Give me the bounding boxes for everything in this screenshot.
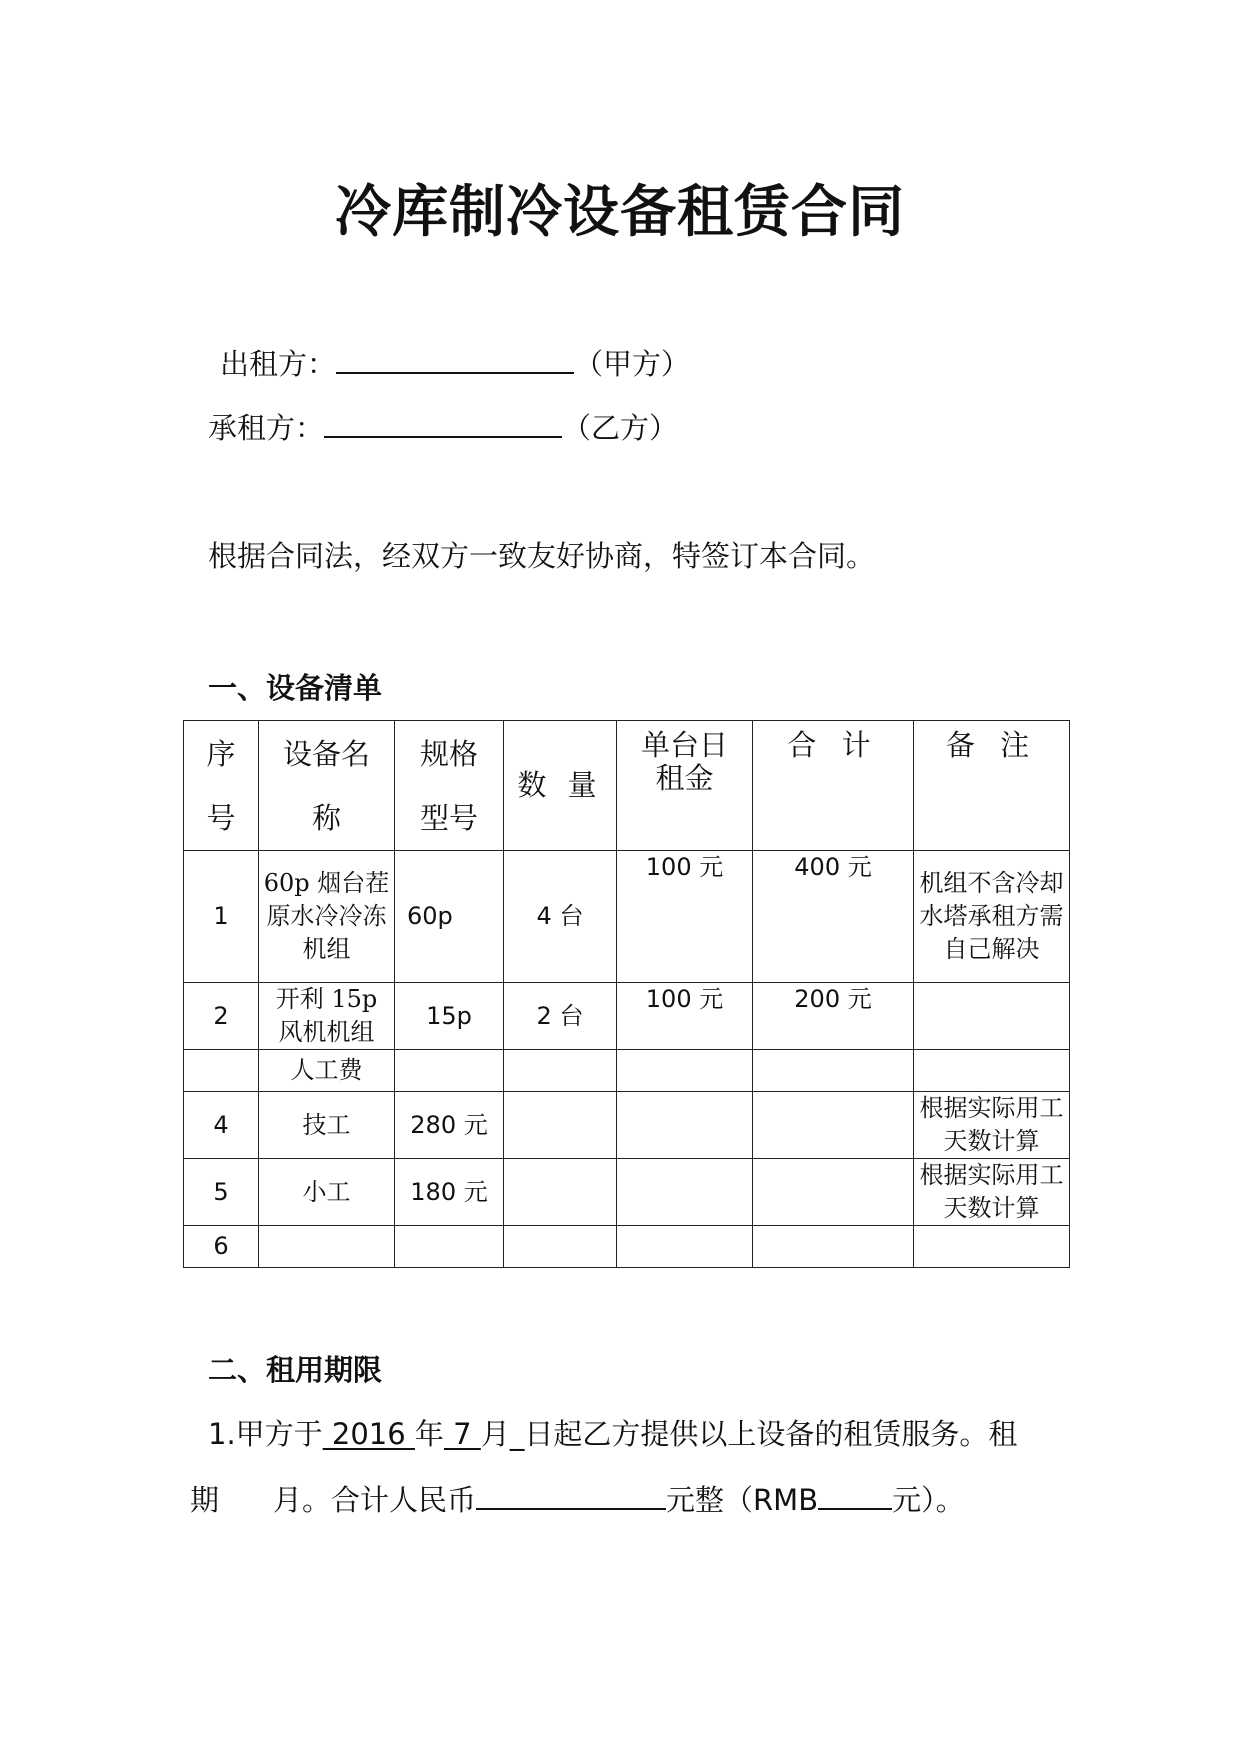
section-heading-equipment: 一、设备清单 — [208, 671, 383, 705]
table-row — [184, 983, 1070, 1050]
cell-qty — [504, 1050, 617, 1092]
cell-remark: 根据实际用工天数计算 — [914, 1159, 1070, 1226]
term-rest: 起乙方提供以上设备的租赁服务。租 — [553, 1417, 1018, 1451]
header-qty: 数 量 — [504, 721, 617, 851]
cell-rent — [617, 1226, 753, 1268]
header-seq: 序 号 — [184, 721, 259, 851]
cell-model — [395, 1226, 504, 1268]
cell-qty — [504, 1226, 617, 1268]
cell-rent: 100 元 — [617, 851, 753, 983]
cell-rent — [617, 1050, 753, 1092]
lessor-label: 出租方： — [220, 347, 337, 381]
start-year[interactable]: 2016 — [322, 1417, 415, 1451]
total-rmb-blank[interactable] — [476, 1478, 666, 1510]
intro-paragraph: 根据合同法，经双方一致友好协商，特签订本合同。 — [208, 539, 876, 573]
term-paragraph-line2 — [190, 1478, 965, 1520]
lessee-role: （乙方） — [562, 411, 679, 445]
cell-total — [753, 1226, 914, 1268]
term-period-label: 期 — [190, 1483, 220, 1517]
cell-total: 400 元 — [753, 851, 914, 983]
cell-name: 小工 — [259, 1159, 395, 1226]
lessee-line — [208, 406, 678, 448]
cell-seq: 5 — [184, 1159, 259, 1226]
day-unit: _日 — [509, 1417, 554, 1451]
year-unit: 年 — [414, 1417, 444, 1451]
cell-total — [753, 1092, 914, 1159]
table-row — [184, 1092, 1070, 1159]
table-row — [184, 1226, 1070, 1268]
table-header-row — [184, 721, 1070, 851]
table-row — [184, 1050, 1070, 1092]
cell-qty: 2 台 — [504, 983, 617, 1050]
cell-total: 200 元 — [753, 983, 914, 1050]
cell-rent: 100 元 — [617, 983, 753, 1050]
header-total: 合 计 — [753, 721, 914, 851]
rmb-label: 元整（RMB — [666, 1483, 819, 1517]
cell-remark — [914, 1226, 1070, 1268]
term-paragraph-line1 — [208, 1414, 1017, 1454]
cell-model: 280 元 — [395, 1092, 504, 1159]
table-row — [184, 851, 1070, 983]
cell-seq: 1 — [184, 851, 259, 983]
table-row — [184, 1159, 1070, 1226]
cell-name: 60p 烟台茬原水冷冷冻机组 — [259, 851, 395, 983]
cell-seq — [184, 1050, 259, 1092]
total-rmb-label: 月。合计人民币 — [273, 1483, 477, 1517]
cell-seq: 4 — [184, 1092, 259, 1159]
section-heading-term: 二、租用期限 — [208, 1353, 383, 1387]
cell-qty: 4 台 — [504, 851, 617, 983]
document-title: 冷库制冷设备租赁合同 — [335, 180, 905, 245]
lessor-role: （甲方） — [574, 347, 691, 381]
cell-model: 60p — [395, 851, 504, 983]
equipment-table — [183, 720, 1070, 1268]
header-daily-rent: 单台日 租金 — [617, 721, 753, 851]
cell-seq: 6 — [184, 1226, 259, 1268]
cell-remark: 根据实际用工天数计算 — [914, 1092, 1070, 1159]
cell-rent — [617, 1159, 753, 1226]
header-name: 设备名 称 — [259, 721, 395, 851]
cell-seq: 2 — [184, 983, 259, 1050]
lessee-blank[interactable] — [324, 406, 562, 438]
cell-qty — [504, 1159, 617, 1226]
cell-model — [395, 1050, 504, 1092]
header-remark: 备 注 — [914, 721, 1070, 851]
cell-rent — [617, 1092, 753, 1159]
month-unit: 月 — [480, 1417, 510, 1451]
rmb-amount-blank[interactable] — [818, 1478, 892, 1510]
cell-remark: 机组不含冷却水塔承租方需自己解决 — [914, 851, 1070, 983]
lessor-blank[interactable] — [336, 342, 574, 374]
lessor-line — [220, 342, 690, 384]
lessee-label: 承租方： — [208, 411, 325, 445]
cell-model: 180 元 — [395, 1159, 504, 1226]
term-prefix: 1.甲方于 — [208, 1417, 323, 1451]
cell-qty — [504, 1092, 617, 1159]
cell-name: 人工费 — [259, 1050, 395, 1092]
cell-total — [753, 1050, 914, 1092]
cell-remark — [914, 983, 1070, 1050]
cell-model: 15p — [395, 983, 504, 1050]
header-model: 规格 型号 — [395, 721, 504, 851]
start-month[interactable]: 7 — [443, 1417, 481, 1451]
cell-name: 开利 15p 风机机组 — [259, 983, 395, 1050]
cell-name — [259, 1226, 395, 1268]
rmb-unit: 元）。 — [892, 1483, 965, 1517]
cell-name: 技工 — [259, 1092, 395, 1159]
cell-total — [753, 1159, 914, 1226]
cell-remark — [914, 1050, 1070, 1092]
